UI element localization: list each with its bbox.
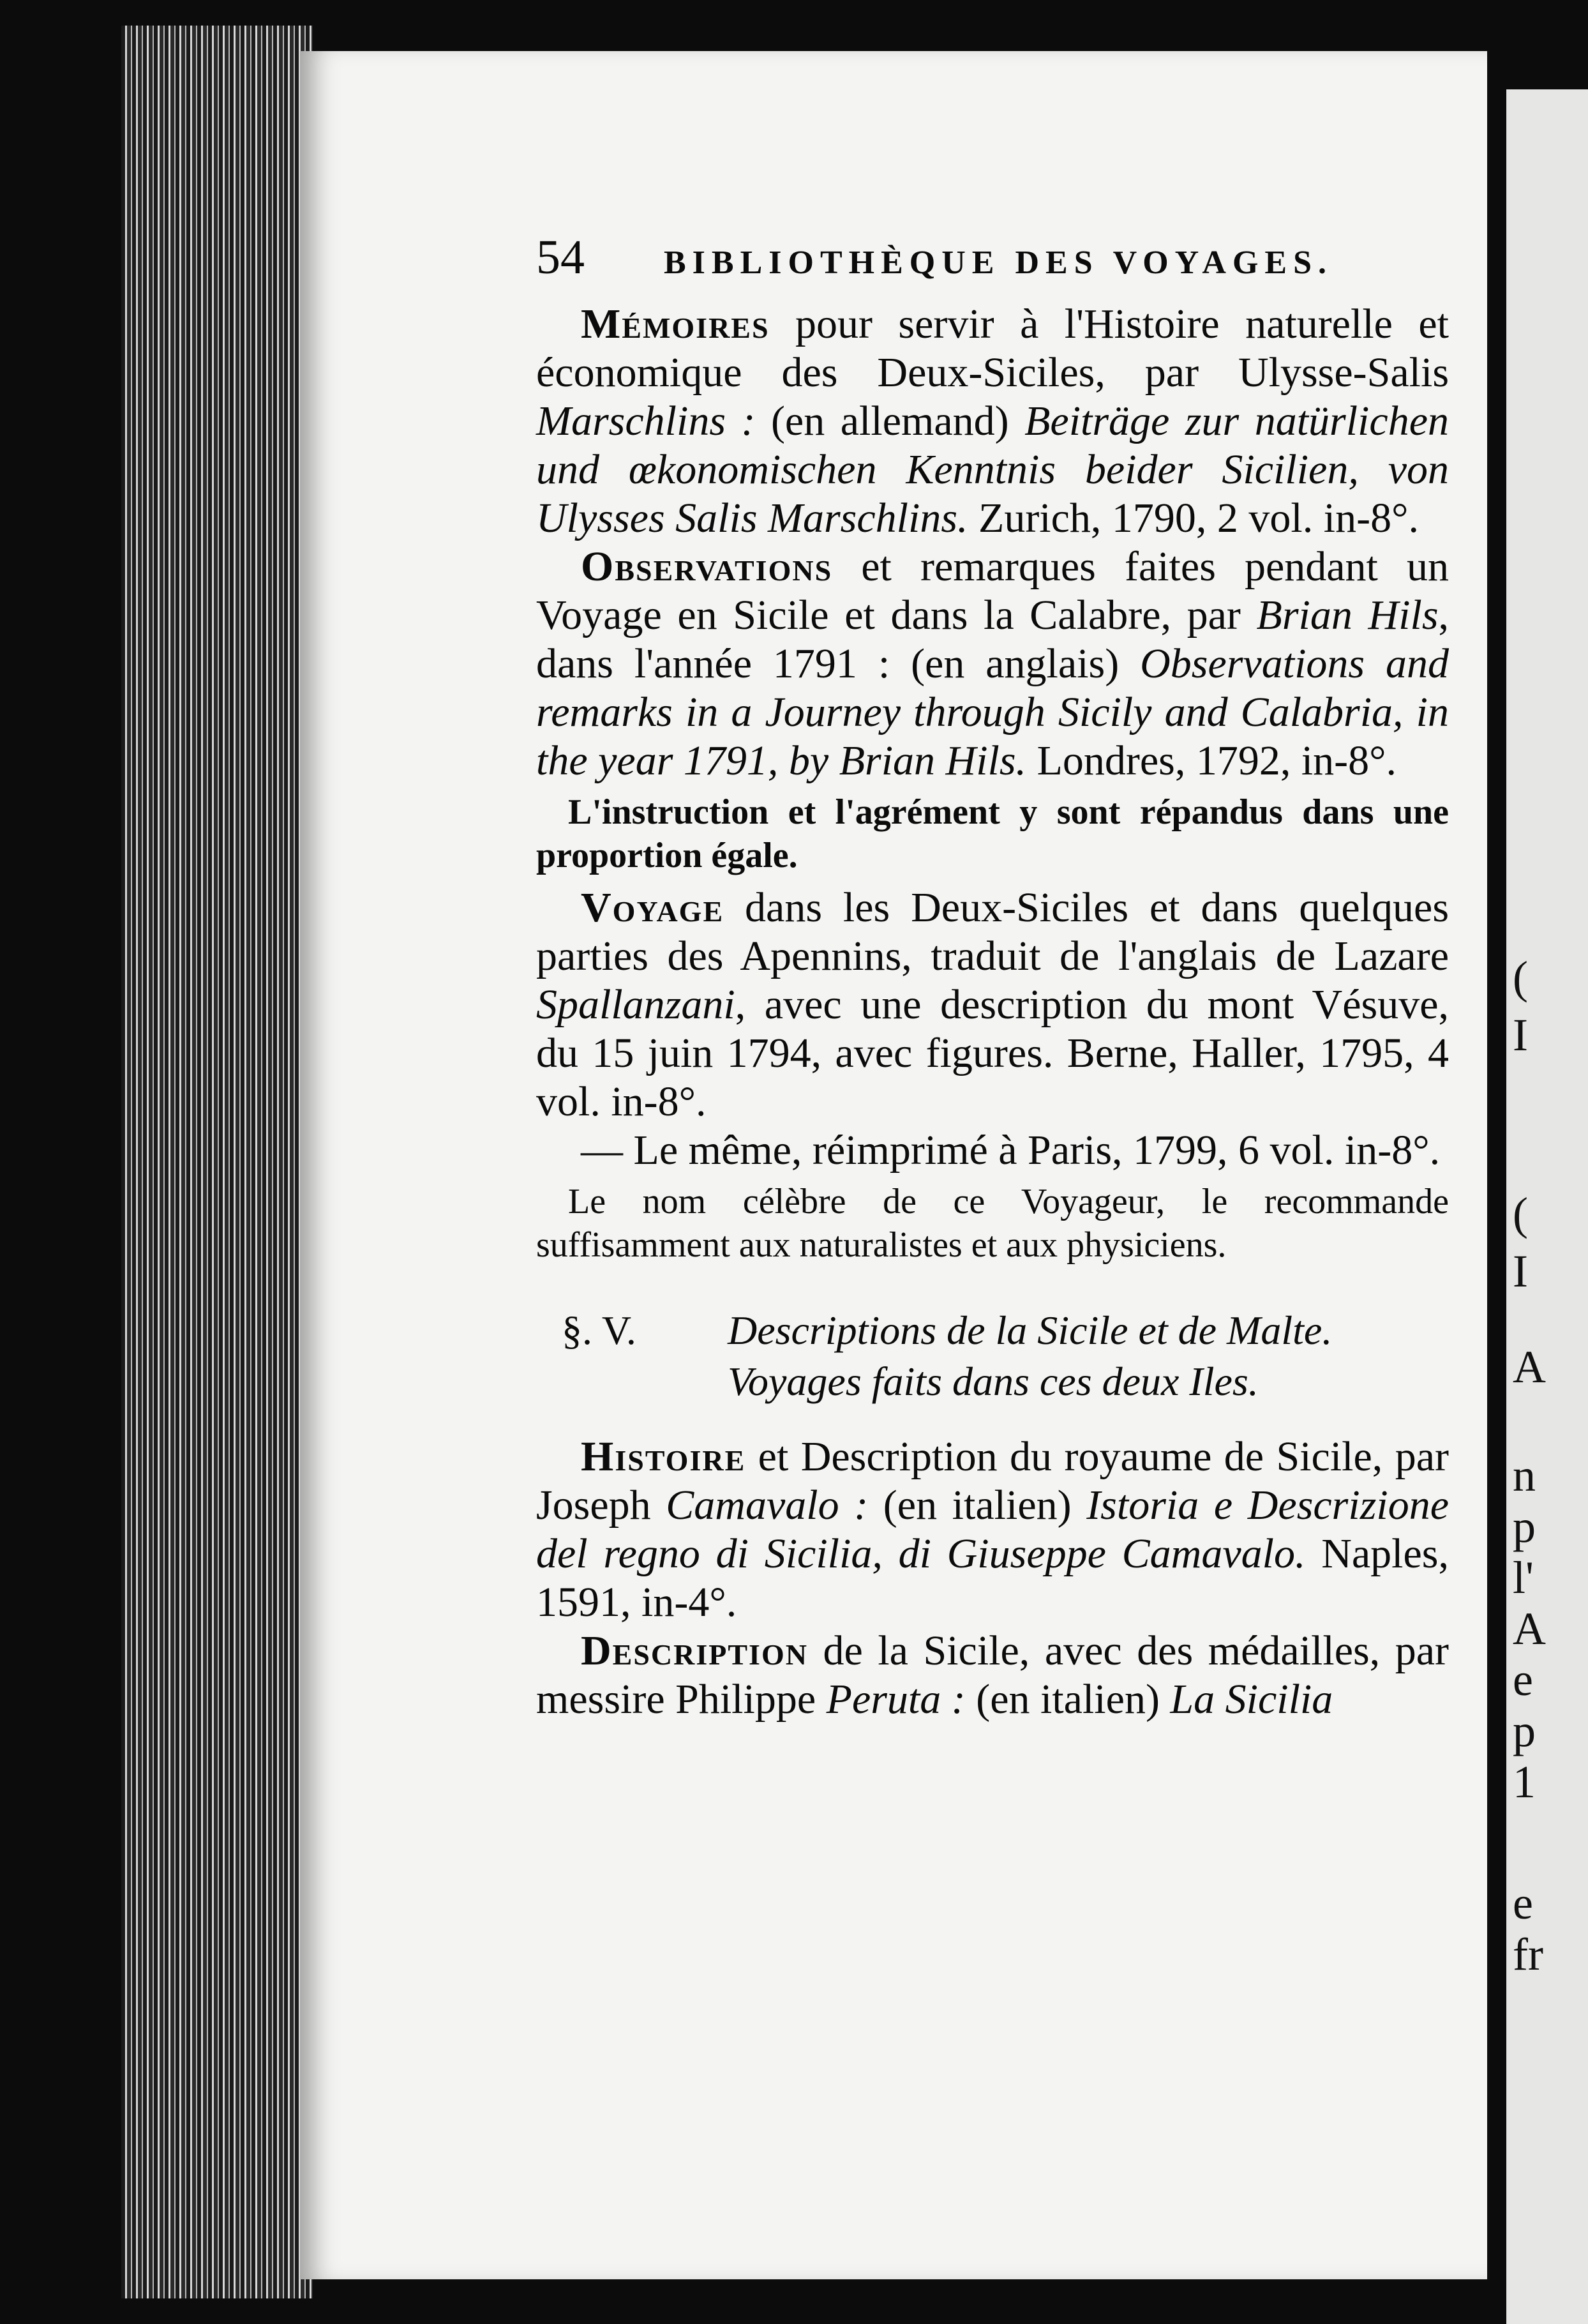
entry-text: et remarques faites pendant un Voyage en Sicile et dans la Calabre, par [536, 543, 1449, 638]
next-page-fragment: p [1513, 1705, 1536, 1756]
entry-lead: Histoire [581, 1433, 746, 1480]
next-page-fragment: e [1513, 1878, 1533, 1929]
entry-text: pour servir à l'Histoire naturelle et économique des Deux-Siciles, par Ulysse-Salis [536, 301, 1449, 396]
reprint-entry: — Le même, réimprimé à Paris, 1799, 6 vol. in-8°. [581, 1127, 1441, 1173]
next-page-fragment: ( [1513, 952, 1528, 1003]
entry-author: Peruta : [826, 1676, 966, 1723]
section-heading [536, 1305, 1449, 1407]
page-edges [121, 26, 313, 2298]
entry-note: L'instruction et l'agrément y sont répandus dans une proportion égale. [536, 792, 1449, 875]
section-mark: §. V. [562, 1308, 636, 1353]
entry-text: et Description du royaume de Sicile, par Joseph [536, 1433, 1449, 1528]
next-page-fragment: A [1513, 1341, 1546, 1392]
bibliography-entry [536, 884, 1449, 1126]
entry-author: Brian Hils [1256, 592, 1439, 638]
entry-lead: Description [581, 1627, 808, 1674]
next-page-fragment: I [1513, 1009, 1528, 1060]
entry-text: dans les Deux-Siciles et dans quelques parties des Apennins, traduit de l'anglais de Lazare [536, 884, 1449, 979]
next-page-edge [1506, 89, 1588, 2324]
entry-lead: Observations [581, 543, 833, 590]
bibliography-entry [536, 300, 1449, 543]
page-number: 54 [536, 230, 585, 284]
entry-original-title: Observations and remarks in a Journey through Sicily and Calabria, in the year 1791, by Brian Hils. [536, 640, 1449, 784]
next-page-fragment: fr [1513, 1929, 1543, 1980]
entry-original-title: La Sicilia [1170, 1676, 1333, 1723]
next-page-fragment: 1 [1513, 1756, 1536, 1807]
bibliography-entry [536, 543, 1449, 785]
entry-author: Camavalo : [666, 1482, 869, 1528]
running-title: BIBLIOTHÈQUE DES VOYAGES. [664, 245, 1333, 281]
entry-imprint: Londres, 1792, in-8°. [1026, 737, 1397, 784]
entry-original-title: Beiträge zur natürlichen und œkonomischen Kenntnis beider Sicilien, von Ulysses Salis Marschlins. [536, 398, 1449, 541]
entry-text: de la Sicile, avec des médailles, par messire Philippe [536, 1627, 1449, 1723]
next-page-fragment: A [1513, 1603, 1546, 1654]
next-page-fragment: e [1513, 1654, 1533, 1705]
entry-note: Le nom célèbre de ce Voyageur, le recommande suffisamment aux naturalistes et aux physiciens. [536, 1182, 1449, 1265]
entry-text: , dans l'année 1791 : (en anglais) [536, 592, 1449, 687]
bibliography-entry [536, 1627, 1449, 1724]
entry-text: (en allemand) [755, 398, 1025, 444]
entry-lead: Mémoires [581, 301, 770, 347]
next-page-fragment: ( [1513, 1188, 1528, 1239]
entry-text: (en italien) [965, 1676, 1171, 1723]
entry-author: Spallanzani [536, 981, 735, 1028]
bibliography-entry [536, 1433, 1449, 1627]
entry-lead: Voyage [581, 884, 724, 931]
running-header [536, 230, 1449, 300]
entry-imprint: Zurich, 1790, 2 vol. in-8°. [968, 495, 1419, 541]
entry-original-title: Istoria e Descrizione del regno di Sicilia, di Giuseppe Camavalo. [536, 1482, 1449, 1577]
entry-text: , avec une description du mont Vésuve, du 15 juin 1794, avec figures. Berne, Haller, 1795, 4 vol. in-8°. [536, 981, 1449, 1125]
next-page-fragment: l' [1513, 1552, 1534, 1603]
page-content [536, 230, 1449, 1724]
next-page-fragment: n [1513, 1450, 1536, 1501]
section-title-line2: Voyages faits dans ces deux Iles. [728, 1359, 1259, 1404]
entry-imprint: Naples, 1591, in-4°. [536, 1530, 1449, 1626]
entry-author: Marschlins : [536, 398, 756, 444]
next-page-fragment: I [1513, 1246, 1528, 1297]
next-page-fragment: p [1513, 1501, 1536, 1552]
entry-text: (en italien) [868, 1482, 1087, 1528]
section-title-line1: Descriptions de la Sicile et de Malte. [728, 1308, 1333, 1353]
